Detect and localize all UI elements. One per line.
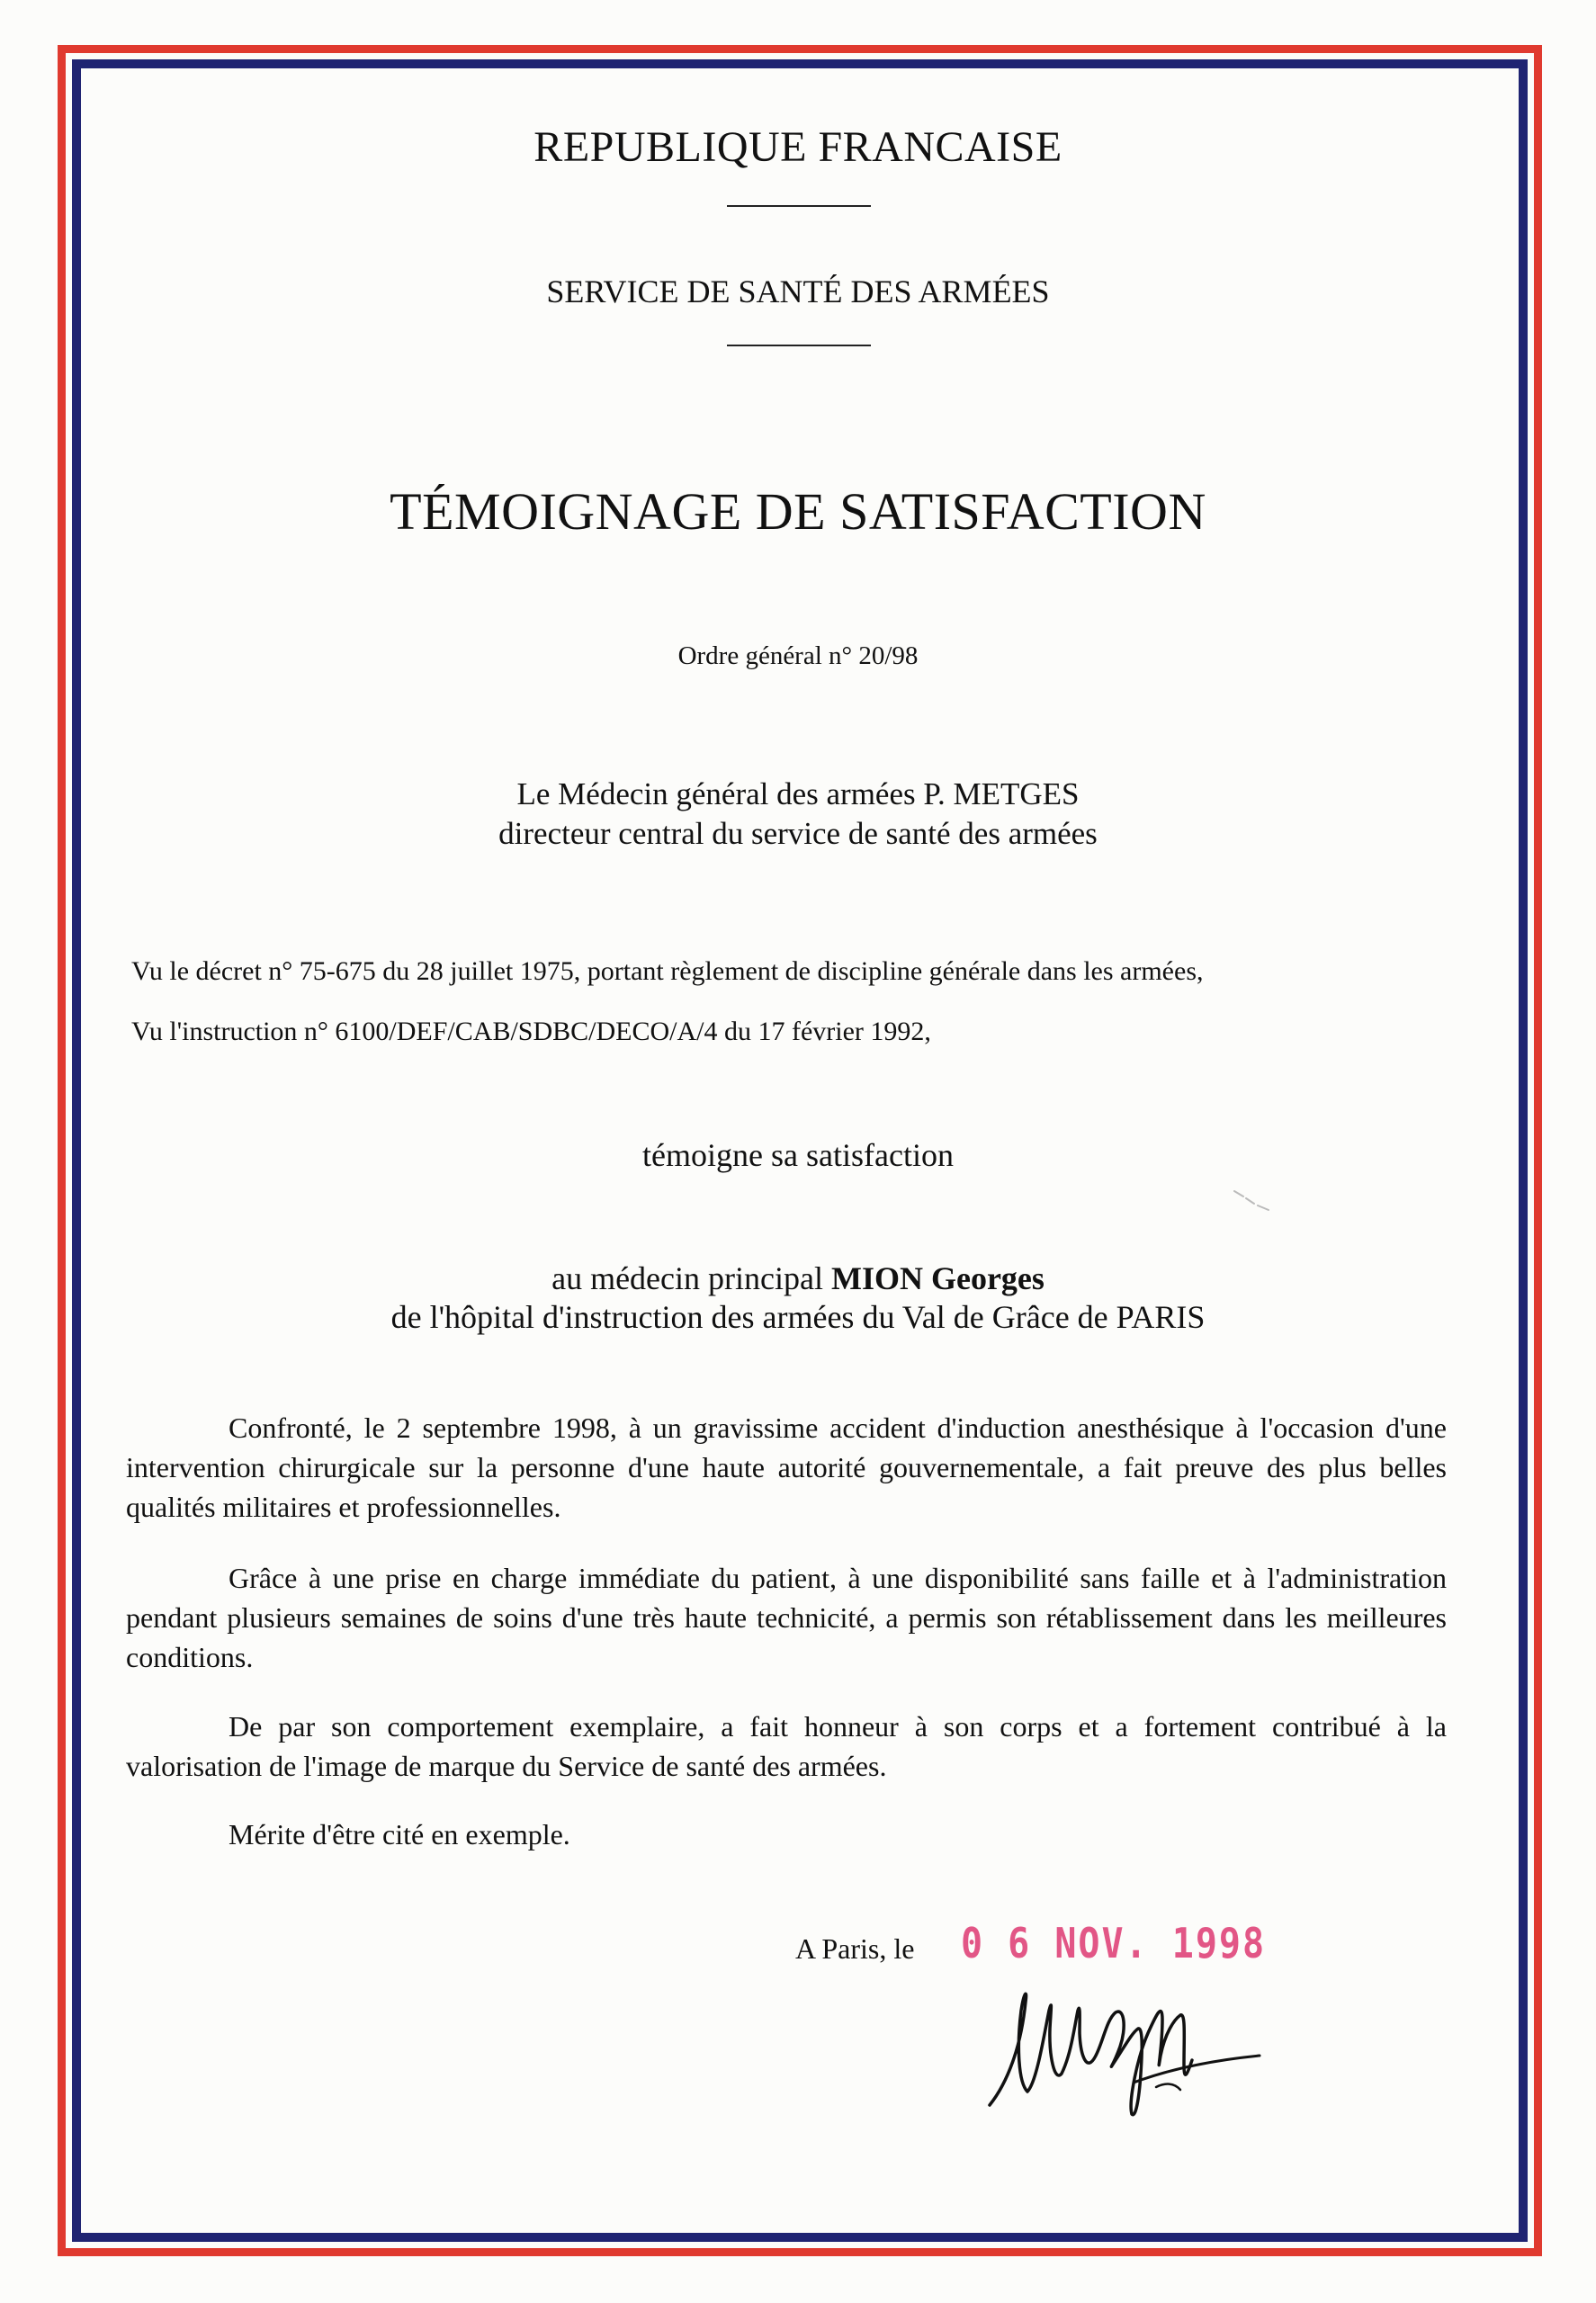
recipient-name: MION Georges xyxy=(830,1260,1045,1296)
citation-paragraph-1: Confronté, le 2 septembre 1998, à un gravissime accident d'induction anesthésique à l'occasion d'une intervention chirurgicale sur la personne d'une haute autorité gouvernementale, a fait preuve des plus belles qualités militaires et professionnelles. xyxy=(126,1411,1447,1523)
visa-instruction: Vu l'instruction n° 6100/DEF/CAB/SDBC/DECO/A/4 du 17 février 1992, xyxy=(131,1017,931,1046)
header-divider-2 xyxy=(727,345,871,346)
citation-paragraph-2: Grâce à une prise en charge immédiate du patient, à une disponibilité sans faille et à l'administration pendant plusieurs semaines de soins d'une très haute technicité, a permis son rétablissement dans les meilleures conditions. xyxy=(126,1562,1447,1673)
visa-decree: Vu le décret n° 75-675 du 28 juillet 1975, portant règlement de discipline générale dans les armées, xyxy=(131,956,1204,986)
citation-paragraph-4: Mérite d'être cité en exemple. xyxy=(229,1818,570,1850)
document-title: TÉMOIGNAGE DE SATISFACTION xyxy=(390,482,1206,541)
header-divider-1 xyxy=(727,205,871,207)
country-heading: REPUBLIQUE FRANCAISE xyxy=(533,123,1063,171)
date-stamp: 0 6 NOV. 1998 xyxy=(961,1920,1267,1968)
order-number: Ordre général n° 20/98 xyxy=(677,641,919,670)
issuer-title: directeur central du service de santé des armées xyxy=(498,816,1098,851)
recipient-line xyxy=(0,1259,1596,1297)
place-label: A Paris, le xyxy=(795,1932,915,1965)
citation-paragraph-3: De par son comportement exemplaire, a fait honneur à son corps et a fortement contribué à la valorisation de l'image de marque du Service de santé des armées. xyxy=(126,1710,1447,1782)
signature-image xyxy=(972,1948,1278,2128)
paper-smudge xyxy=(1233,1187,1278,1214)
recipient-prefix: au médecin principal xyxy=(551,1260,831,1296)
issuer-name: Le Médecin général des armées P. METGES xyxy=(516,776,1080,811)
verdict-line: témoigne sa satisfaction xyxy=(642,1137,954,1173)
service-heading: SERVICE DE SANTÉ DES ARMÉES xyxy=(546,273,1050,309)
recipient-unit: de l'hôpital d'instruction des armées du Val de Grâce de PARIS xyxy=(390,1299,1206,1335)
